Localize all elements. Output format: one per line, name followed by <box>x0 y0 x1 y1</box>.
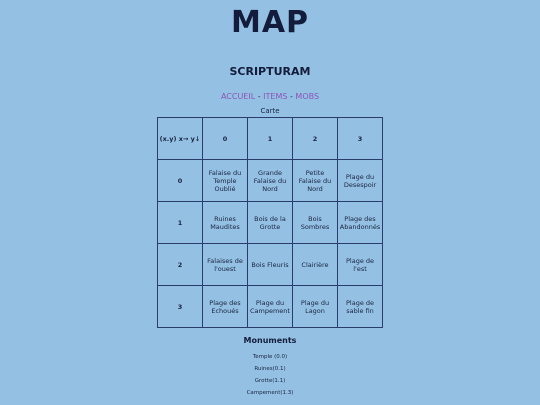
monument-item: Grotte(1.1) <box>254 378 286 384</box>
map-cell: Falaise du Temple Oublié <box>203 160 248 202</box>
map-cell: Clairière <box>293 244 338 286</box>
map-column-header: 0 <box>203 118 248 160</box>
nav-link-accueil[interactable]: ACCUEIL <box>220 92 256 101</box>
map-cell: Ruines Maudites <box>203 202 248 244</box>
map-row-header: 3 <box>158 286 203 328</box>
map-cell: Plage du Desespoir <box>338 160 383 202</box>
nav-link-items[interactable]: ITEMS <box>263 92 288 101</box>
nav-bar <box>0 92 540 101</box>
map-column-header: 2 <box>293 118 338 160</box>
monuments-list <box>0 351 540 399</box>
map-cell: Bois Sombres <box>293 202 338 244</box>
site-name: SCRIPTURAM <box>229 65 311 78</box>
nav-separator: - <box>289 92 293 101</box>
map-row <box>158 286 383 328</box>
page-title: MAP <box>230 5 310 40</box>
nav-link-mobs[interactable]: MOBS <box>295 92 320 101</box>
map-cell: Plage de l'est <box>338 244 383 286</box>
map-header-row <box>158 118 383 160</box>
map-caption: Carte <box>260 107 280 115</box>
map-cell: Petite Falaise du Nord <box>293 160 338 202</box>
map-cell: Bois de la Grotte <box>248 202 293 244</box>
map-column-header: 1 <box>248 118 293 160</box>
map-row-header: 2 <box>158 244 203 286</box>
map-cell: Plage des Echoués <box>203 286 248 328</box>
map-cell: Grande Falaise du Nord <box>248 160 293 202</box>
map-cell: Plage de sable fin <box>338 286 383 328</box>
map-row-header: 0 <box>158 160 203 202</box>
map-cell: Plage du Campement <box>248 286 293 328</box>
map-row <box>158 160 383 202</box>
map-grid <box>157 117 383 328</box>
nav-separator: - <box>257 92 261 101</box>
map-cell: Plage du Lagon <box>293 286 338 328</box>
monuments-heading: Monuments <box>243 336 297 345</box>
map-row-header: 1 <box>158 202 203 244</box>
map-column-header: 3 <box>338 118 383 160</box>
map-cell: Plage des Abandonnés <box>338 202 383 244</box>
map-cell: Falaises de l'ouest <box>203 244 248 286</box>
map-row <box>158 202 383 244</box>
monument-item: Campement(1.3) <box>246 390 294 396</box>
monument-item: Temple (0.0) <box>252 354 288 360</box>
monument-item: Ruines(0.1) <box>254 366 286 372</box>
map-corner-label: (x.y) x→ y↓ <box>158 118 203 160</box>
map-row <box>158 244 383 286</box>
map-cell: Bois Fleuris <box>248 244 293 286</box>
